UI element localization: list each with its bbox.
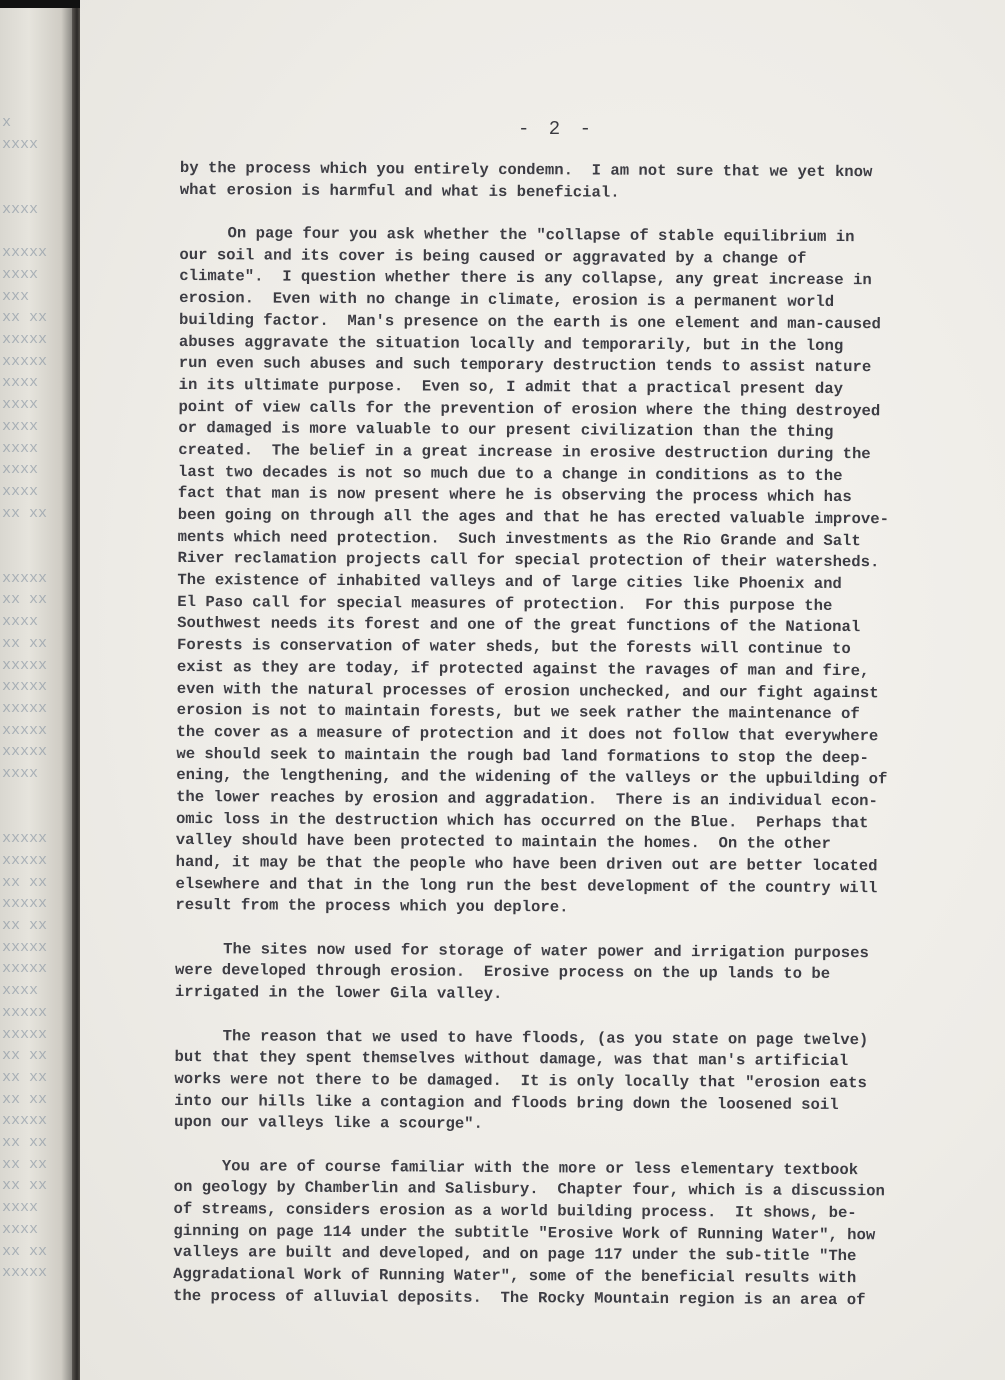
text-line: what erosion is harmful and what is beneficial. <box>179 180 620 202</box>
paragraph-3 <box>175 939 975 1009</box>
text-line: the cover as a measure of protection and it does not follow that everywhere <box>176 722 879 746</box>
page-number: - 2 - <box>518 118 596 140</box>
text-line: River reclamation projects call for special protection of their watersheds. <box>177 549 880 572</box>
paragraph-5 <box>173 1156 974 1313</box>
document-page <box>80 0 1005 1380</box>
text-line: elsewhere and that in the long run the best development of the country will <box>175 874 878 897</box>
text-line: Aggradational Work of Running Water", some of the beneficial results with <box>173 1265 857 1288</box>
facing-page-edge <box>0 0 72 1380</box>
text-line: On page four you ask whether the "collapse of stable equilibrium in <box>227 224 855 247</box>
text-line: in its ultimate purpose. Even so, I admit that a practical present day <box>178 375 844 398</box>
text-line: valleys are built and developed, and on page 117 under the sub-title "The <box>173 1243 857 1266</box>
text-line: of streams, considers erosion as a world building process. It shows, be- <box>173 1199 857 1223</box>
text-line: The reason that we used to have floods, (as you state on page twelve) <box>222 1026 869 1049</box>
text-line: created. The belief in a great increase in erosive destruction during the <box>178 440 871 464</box>
text-line: fact that man is now present where he is observing the process which has <box>177 484 852 507</box>
paragraph-1 <box>180 158 980 206</box>
text-line: on geology by Chamberlin and Salisbury. Chapter four, which is a discussion <box>173 1178 885 1201</box>
text-line: into our hills like a contagion and floods bring down the loosened soil <box>174 1091 839 1114</box>
text-line: erosion is not to maintain forests, but we seek rather the maintenance of <box>176 701 860 724</box>
paragraph-4 <box>174 1025 975 1138</box>
text-line: the process of alluvial deposits. The Rocky Mountain region is an area of <box>172 1286 866 1309</box>
text-line: been going on through all the ages and that he has erected valuable improve- <box>177 505 890 529</box>
text-line: upon our valleys like a scourge". <box>174 1113 483 1134</box>
text-line: erosion. Even with no change in climate, erosion is a permanent world <box>179 289 835 312</box>
text-line: were developed through erosion. Erosive process on the up lands to be <box>174 961 831 984</box>
text-line: building factor. Man's presence on the earth is one element and man-caused <box>178 310 881 334</box>
text-line: irrigated in the lower Gila valley. <box>174 983 503 1004</box>
text-line: run even such abuses and such temporary destruction tends to assist nature <box>178 354 872 377</box>
text-line: but that they spent themselves without damage, was that man's artificial <box>174 1048 849 1071</box>
bleed-through-text: x xxxx xxxx xxxxx xxxx xxx xx xx xxxxx xxxxx xxxx xxxx xxxx xxxx xxxx xxxx xx xx xxxxx xx xx xxxx xx xx xxxxx xxxxx xxxxx xxxxx xxxxx xxxx xxxxx xxxxx xx xx xxxxx xx xx xxxxx xxxxx xxxx xxxxx xxxxx xx xx xx xx xx xx xxxxx xx xx xx xx xx xx xxxx xxxx xx xx xxxxx <box>2 114 48 1282</box>
text-line: point of view calls for the prevention of erosion where the thing destroyed <box>178 397 881 420</box>
paragraph-2 <box>175 223 979 922</box>
top-shadow <box>0 0 80 8</box>
text-line: climate". I question whether there is any collapse, any great increase in <box>179 267 872 290</box>
text-line: El Paso call for special measures of protection. For this purpose the <box>177 592 833 615</box>
text-line: we should seek to maintain the rough bad land formations to stop the deep- <box>176 744 869 767</box>
text-line: last two decades is not so much due to a change in conditions as to the <box>178 462 843 485</box>
text-line: omic loss in the destruction which has occurred on the Blue. Perhaps that <box>175 809 869 832</box>
text-line: Southwest needs its forest and one of the great functions of the National <box>177 614 861 637</box>
text-line: abuses aggravate the situation locally and temporarily, but in the long <box>178 332 844 355</box>
text-line: The sites now used for storage of water power and irrigation purposes <box>223 940 869 962</box>
text-line: works were not there to be damaged. It is only locally that "erosion eats <box>174 1069 867 1093</box>
text-line: The existence of inhabited valleys and of large cities like Phoenix and <box>177 571 842 594</box>
text-line: exist as they are today, if protected against the ravages of man and fire, <box>176 657 870 681</box>
text-line: result from the process which you deplore. <box>175 896 569 917</box>
letter-body <box>173 158 980 1312</box>
text-line: our soil and its cover is being caused or aggravated by a change of <box>179 245 807 268</box>
text-line: by the process which you entirely condemn. I am not sure that we yet know <box>179 158 873 182</box>
text-line: even with the natural processes of erosion unchecked, and our fight against <box>176 679 879 702</box>
text-line: ginning on page 114 under the subtitle "Erosive Work of Running Water", how <box>173 1221 876 1244</box>
text-line: Forests is conservation of water sheds, but the forests will continue to <box>176 636 851 659</box>
text-line: valley should have been protected to maintain the homes. On the other <box>175 831 831 854</box>
text-line: ening, the lengthening, and the widening of the valleys or the upbuilding of <box>176 766 888 789</box>
text-line: You are of course familiar with the more or less elementary textbook <box>221 1156 859 1179</box>
text-line: or damaged is more valuable to our present civilization than the thing <box>178 419 834 442</box>
text-line: hand, it may be that the people who have been driven out are better located <box>175 852 878 876</box>
text-line: the lower reaches by erosion and aggradation. There is an individual econ- <box>176 787 878 811</box>
text-line: ments which need protection. Such investments as the Rio Grande and Salt <box>177 527 861 550</box>
